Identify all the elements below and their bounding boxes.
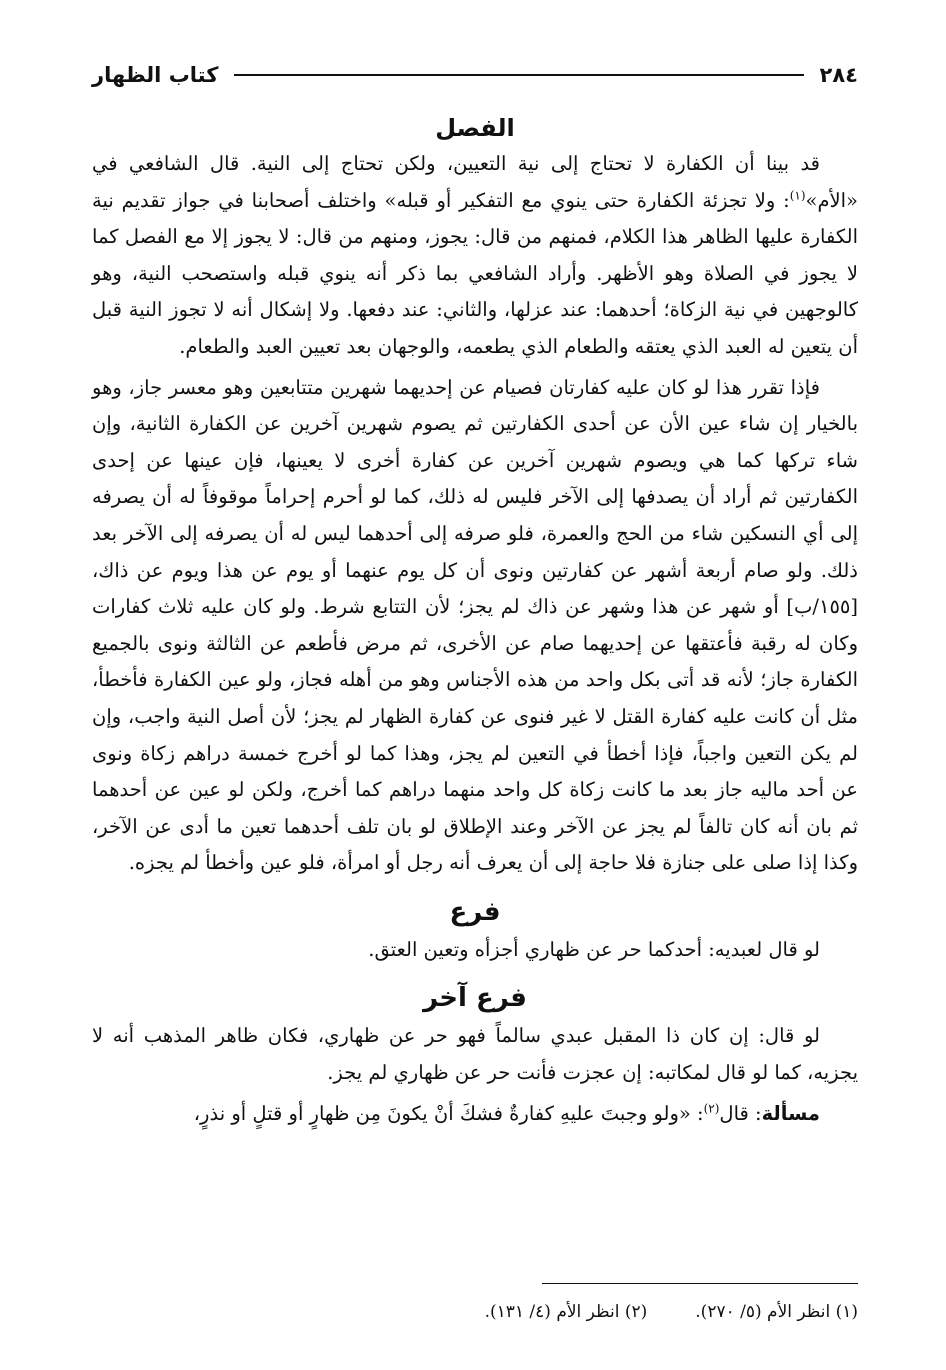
section-title-far: فرع <box>449 896 501 927</box>
paragraph-far: لو قال لعبديه: أحدكما حر عن ظهاري أجزأه وتعين العتق. <box>368 937 820 961</box>
paragraph-masala <box>92 1096 858 1133</box>
paragraph-far-akhar: لو قال: إن كان ذا المقبل عبدي سالماً فهو حر عن ظهاري، فكان ظاهر المذهب أنه لا يجزيه، كما لو قال لمكاتبه: إن عجزت فأنت حر عن ظهاري لم يجز. <box>92 1024 858 1085</box>
section-title-far-akhar: فرع آخر <box>423 983 527 1014</box>
footnote-1: (١) انظر الأم (٥/ ٢٧٠). <box>695 1302 858 1322</box>
running-header <box>92 58 858 92</box>
section-title-fasl: الفصل <box>435 114 515 142</box>
masala-label: مسألة <box>761 1101 820 1125</box>
paragraph-2: فإذا تقرر هذا لو كان عليه كفارتان فصيام عن إحديهما شهرين متتابعين وهو معسر جاز، وهو بالخيار إن شاء عين الأن عن أحدى الكفارتين ثم يصوم شهرين آخرين عن الكفارة الثانية، وإن شاء تركها كما هي ويصوم شهرين آخرين عن كفارة أخرى لا يعينها، فإن عينها عن إحدى الكفارتين ثم أراد أن يصدفها إلى الآخر فليس له ذلك، كما لو أحرم إحراماً موقوفاً له أن يصرفه إلى أي النسكين شاء من الحج والعمرة، فلو صرفه إلى أحدهما ليس له أن يصرفه إلى الآخر بعد ذلك. ولو صام أربعة أشهر عن كفارتين ونوى أن كل يوم عنهما أو يوم عن هذا ويوم عن ذاك، [١٥٥/ب] أو شهر عن هذا وشهر عن ذاك لم يجز؛ لأن التتابع شرط. ولو كان عليه ثلاث كفارات وكان له رقبة فأعتقها عن إحديهما صام عن الأخرى، ثم مرض فأطعم عن الثالثة ونوى بالجميع الكفارة جاز؛ لأنه قد أتى بكل واحد من هذه الأجناس وهو من أهله فجاز، ولو عين الكفارة فأخطأ، مثل أن كانت عليه كفارة القتل لا غير فنوى عن كفارة الظهار لم يجز؛ لأن أصل النية واجب، وإن لم يكن التعين واجباً، فإذا أخطأ في التعين لم يجز، وهذا كما لو أخرج خمسة دراهم زكاة ونوى عن أحد ماليه جاز بعد ما كانت زكاة كل واحد منهما دراهم كما أخرج، ولكن لو عين عن أحدهما ثم بان أنه كان تالفاً لم يجز عن الآخر وعند الإطلاق لو بان تلف أحدهما تعين ما أدى عن الآخر، وكذا إذا صلى على جنازة فلا حاجة إلى أن يعرف أنه رجل أو امرأة، فلو عين وأخطأ لم يجزه. <box>92 375 858 875</box>
footnote-ref-2: (٢) <box>703 1101 720 1116</box>
masala-text-a: : قال <box>719 1101 762 1125</box>
paragraph-1-part-b: : ولا تجزئة الكفارة حتى ينوي مع التفكير أو قبله» واختلف أصحابنا في جواز تقديم نية الكفارة عليها الظاهر هذا الكلام، فمنهم من قال: يجوز، ومنهم من قال: لا يجوز إلا مع الفصل كما لا يجوز في الصلاة وهو الأظهر. وأراد الشافعي بما ذكر أنه ينوي قبله واستصحب النية، وهو كالوجهين في نية الزكاة؛ أحدهما: عند عزلها، والثاني: عند دفعها. ولا إشكال أنه لا تجوز النية قبل أن يتعين له العبد الذي يعتقه والطعام الذي يطعمه، والوجهان بعد تعيين العبد والطعام. <box>92 188 858 358</box>
paragraph-1-part-a: قد بينا أن الكفارة لا تحتاج إلى نية التعيين، ولكن تحتاج إلى النية. قال الشافعي في «الأم» <box>92 152 858 212</box>
header-rule <box>234 74 803 76</box>
book-title: كتاب الظهار <box>92 63 219 87</box>
footnote-rule <box>542 1283 858 1284</box>
footnotes <box>92 1298 858 1326</box>
paragraph-1 <box>92 146 858 366</box>
masala-text-b: : «ولو وجبتَ عليهِ كفارةٌ فشكَ أنْ يكونَ مِن ظهارٍ أو قتلٍ أو نذرٍ، <box>193 1101 704 1125</box>
footnote-ref-1: (١) <box>789 188 806 203</box>
page-number: ٢٨٤ <box>819 63 858 87</box>
footnote-2: (٢) انظر الأم (٤/ ١٣١). <box>484 1302 648 1322</box>
